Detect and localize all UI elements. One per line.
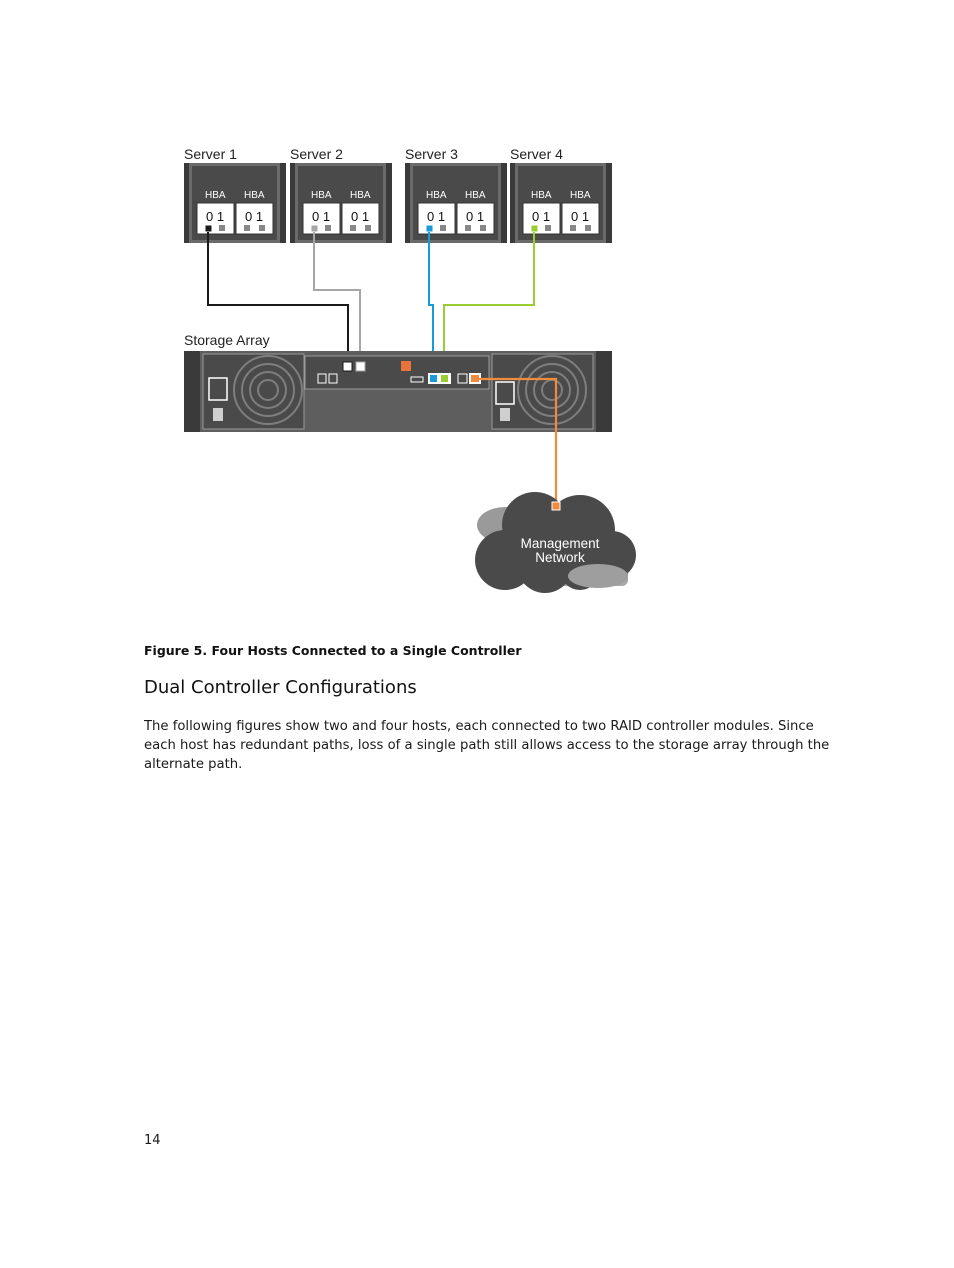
server-1-label: Server 1: [184, 146, 237, 162]
section-heading: Dual Controller Configurations: [144, 677, 417, 698]
server-2-hba-label-2: HBA: [350, 190, 371, 201]
server-4-port-labels-1: 0 1: [532, 209, 551, 224]
server-1: [184, 146, 286, 243]
server-1-hba-label-1: HBA: [205, 190, 226, 201]
server-4-label: Server 4: [510, 146, 563, 162]
management-network-cloud-icon: [475, 492, 636, 593]
server-4-hba-label-1: HBA: [531, 190, 552, 201]
server-3-label: Server 3: [405, 146, 458, 162]
storage-array: [184, 332, 612, 432]
server-1-port-labels-2: 0 1: [245, 209, 264, 224]
server-3-hba-label-2: HBA: [465, 190, 486, 201]
server-2-hba-label-1: HBA: [311, 190, 332, 201]
server-3-port-labels-2: 0 1: [466, 209, 485, 224]
cloud-label-line-2: Network: [535, 550, 585, 565]
body-paragraph: The following figures show two and four hosts, each connected to two RAID controller modules. Since each host has redundant paths, loss of a single path still allows access to the storage array through the alternate path.: [144, 719, 830, 772]
storage-array-label: Storage Array: [184, 332, 270, 348]
server-1-port-labels-1: 0 1: [206, 209, 225, 224]
four-hosts-single-controller-diagram: [170, 140, 650, 600]
server-2: [290, 146, 392, 243]
server-2-port-labels-1: 0 1: [312, 209, 331, 224]
server-3-port-labels-1: 0 1: [427, 209, 446, 224]
cloud-label-line-1: Management: [520, 536, 600, 551]
figure-caption: Figure 5. Four Hosts Connected to a Single Controller: [144, 643, 522, 658]
server-1-hba-label-2: HBA: [244, 190, 265, 201]
server-4-port-labels-2: 0 1: [571, 209, 590, 224]
server-2-cable: [314, 232, 360, 368]
server-3: [405, 146, 507, 243]
server-4-hba-label-2: HBA: [570, 190, 591, 201]
server-2-port-labels-2: 0 1: [351, 209, 370, 224]
page-number: 14: [144, 1133, 161, 1148]
server-4: [510, 146, 612, 243]
server-2-label: Server 2: [290, 146, 343, 162]
server-3-hba-label-1: HBA: [426, 190, 447, 201]
